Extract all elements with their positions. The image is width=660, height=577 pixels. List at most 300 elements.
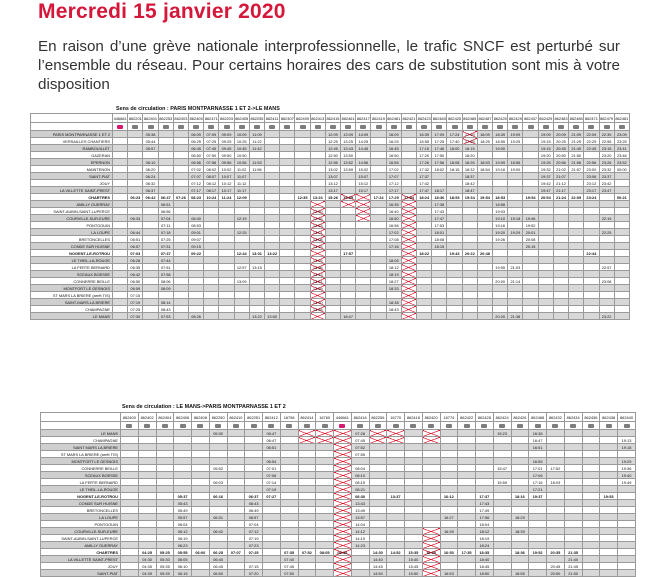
time-cell	[369, 472, 387, 479]
time-cell: 19:46	[523, 215, 538, 222]
time-cell	[371, 152, 386, 159]
train-icon	[393, 424, 399, 428]
time-cell	[227, 444, 245, 451]
time-cell: 21:45	[569, 145, 584, 152]
time-cell: 07:11	[158, 222, 173, 229]
time-cell	[295, 229, 310, 236]
time-cell	[280, 493, 298, 500]
time-cell: 14:23	[351, 542, 369, 549]
time-cell	[265, 180, 280, 187]
time-cell	[447, 187, 462, 194]
time-cell	[295, 145, 310, 152]
time-cell: 22:09	[569, 194, 584, 201]
time-cell: 18:47	[341, 313, 356, 320]
time-cell: 21:50	[569, 152, 584, 159]
time-cell: 20:54	[538, 194, 553, 201]
time-cell	[614, 264, 629, 271]
time-cell	[280, 521, 298, 528]
time-cell	[158, 131, 173, 138]
time-cell	[600, 465, 618, 472]
time-cell: 19:40	[618, 472, 636, 479]
time-cell	[458, 563, 476, 570]
train-icon	[162, 424, 168, 428]
time-cell	[458, 535, 476, 542]
time-cell: 06:51	[158, 201, 173, 208]
time-cell: 14:45	[369, 563, 387, 570]
time-cell	[121, 486, 139, 493]
time-cell	[447, 299, 462, 306]
train-number: 862403	[174, 115, 188, 121]
time-cell: 11:17	[234, 187, 249, 194]
time-cell	[156, 451, 174, 458]
time-cell: 21:24	[553, 194, 568, 201]
station-name: JOUY	[31, 180, 113, 187]
time-cell: 22:25	[599, 229, 614, 236]
time-cell	[511, 444, 529, 451]
time-cell: 23:22	[599, 313, 614, 320]
time-cell	[401, 257, 416, 264]
time-cell: 17:46	[432, 145, 447, 152]
time-cell	[553, 306, 568, 313]
train-number: 862417	[356, 115, 370, 121]
time-cell	[584, 271, 599, 278]
time-cell	[249, 201, 264, 208]
time-cell	[584, 215, 599, 222]
time-cell	[209, 535, 227, 542]
time-cell: 21:09	[569, 131, 584, 138]
time-cell	[143, 201, 158, 208]
time-cell: 07:28	[351, 430, 369, 437]
time-cell	[493, 542, 511, 549]
time-cell	[128, 201, 143, 208]
time-cell	[477, 208, 492, 215]
time-cell	[245, 479, 263, 486]
time-cell	[249, 222, 264, 229]
time-cell: 08:53	[189, 222, 204, 229]
time-cell	[234, 285, 249, 292]
icon-header	[31, 123, 113, 131]
time-cell: 20:35	[547, 549, 565, 556]
time-cell: 18:53	[447, 194, 462, 201]
time-cell	[553, 215, 568, 222]
time-cell	[508, 208, 523, 215]
time-cell: 07:01	[263, 465, 281, 472]
time-cell: 19:25	[508, 138, 523, 145]
time-cell	[316, 437, 334, 444]
time-cell	[523, 166, 538, 173]
time-cell: 12:09	[234, 194, 249, 201]
time-cell	[280, 299, 295, 306]
time-cell	[569, 285, 584, 292]
time-cell	[280, 271, 295, 278]
station-name: VERSAILLES CHANTIERS	[31, 138, 113, 145]
time-cell: 21:45	[564, 563, 582, 570]
time-cell	[432, 257, 447, 264]
time-cell	[477, 152, 492, 159]
time-cell: 06:28	[128, 257, 143, 264]
table-row	[41, 493, 636, 500]
time-cell: 09:45	[219, 145, 234, 152]
time-cell	[249, 278, 264, 285]
time-cell	[249, 208, 264, 215]
time-cell	[128, 187, 143, 194]
time-cell: 16:56	[386, 222, 401, 229]
train-type-cell	[325, 123, 340, 131]
time-cell: 13:17	[325, 187, 340, 194]
time-cell	[600, 549, 618, 556]
time-cell	[600, 514, 618, 521]
time-cell	[564, 430, 582, 437]
time-cell: 19:15	[538, 145, 553, 152]
time-cell	[547, 486, 565, 493]
time-cell	[356, 201, 371, 208]
train-icon	[410, 424, 416, 428]
time-cell	[614, 215, 629, 222]
time-cell	[219, 306, 234, 313]
time-cell	[582, 430, 600, 437]
time-cell: 17:15	[417, 145, 432, 152]
train-number: 862251	[245, 413, 263, 422]
time-cell	[582, 514, 600, 521]
time-cell	[156, 528, 174, 535]
time-cell	[113, 285, 128, 292]
train-number: 862250	[209, 413, 227, 422]
time-cell: 13:25	[341, 138, 356, 145]
time-cell: 06:05	[174, 556, 192, 563]
time-cell: 06:42	[209, 528, 227, 535]
time-cell	[477, 271, 492, 278]
time-cell	[128, 180, 143, 187]
table-row	[41, 535, 636, 542]
time-cell: 16:45	[386, 145, 401, 152]
time-cell: 07:07	[189, 173, 204, 180]
time-cell	[369, 514, 387, 521]
time-cell	[523, 299, 538, 306]
time-cell	[192, 528, 210, 535]
time-cell	[493, 292, 508, 299]
time-cell	[447, 285, 462, 292]
time-cell	[245, 472, 263, 479]
time-cell: 18:37	[462, 173, 477, 180]
time-cell	[584, 278, 599, 285]
time-cell	[173, 306, 188, 313]
time-cell	[263, 500, 281, 507]
time-cell	[138, 507, 156, 514]
time-cell	[121, 514, 139, 521]
time-cell	[538, 285, 553, 292]
time-cell	[508, 201, 523, 208]
station-name: CONDE SUR HUISNE	[41, 500, 121, 507]
time-cell	[422, 514, 440, 521]
time-cell	[295, 222, 310, 229]
time-cell	[280, 528, 298, 535]
time-cell	[334, 486, 352, 493]
time-cell	[204, 306, 219, 313]
time-cell	[138, 528, 156, 535]
time-cell: 17:16	[529, 479, 547, 486]
time-cell	[614, 257, 629, 264]
time-cell: 08:40	[189, 215, 204, 222]
time-cell	[298, 507, 316, 514]
time-cell	[371, 222, 386, 229]
time-cell	[351, 556, 369, 563]
time-cell: 23:25	[614, 138, 629, 145]
time-cell	[569, 229, 584, 236]
time-cell: 18:26	[462, 159, 477, 166]
time-cell	[462, 271, 477, 278]
time-cell: 18:36	[511, 549, 529, 556]
time-cell	[458, 514, 476, 521]
time-cell: 11:42	[249, 145, 264, 152]
table-row	[31, 131, 630, 138]
time-cell	[458, 437, 476, 444]
time-cell	[371, 215, 386, 222]
time-cell: 05:44	[143, 138, 158, 145]
time-cell	[143, 257, 158, 264]
time-cell: 18:40	[476, 556, 494, 563]
time-cell: 18:35	[476, 549, 494, 556]
train-icon	[604, 125, 610, 129]
time-cell	[371, 236, 386, 243]
time-cell	[249, 306, 264, 313]
time-cell	[422, 528, 440, 535]
time-cell: 16:35	[386, 201, 401, 208]
train-number: 862429	[508, 115, 522, 121]
time-cell	[128, 173, 143, 180]
time-cell	[249, 257, 264, 264]
time-cell	[128, 152, 143, 159]
time-cell: 00:00	[614, 166, 629, 173]
time-cell	[280, 285, 295, 292]
train-type-cell	[173, 123, 188, 131]
time-cell	[249, 271, 264, 278]
time-cell	[564, 493, 582, 500]
time-cell	[173, 264, 188, 271]
time-cell	[325, 243, 340, 250]
train-type-cell	[614, 123, 629, 131]
time-cell	[265, 152, 280, 159]
time-cell	[192, 542, 210, 549]
time-cell: 06:03	[209, 479, 227, 486]
time-cell	[227, 479, 245, 486]
time-cell	[387, 507, 405, 514]
time-cell	[386, 313, 401, 320]
train-type-cell	[341, 123, 356, 131]
time-cell: 06:20	[143, 166, 158, 173]
time-cell	[234, 208, 249, 215]
train-number: 862420	[422, 413, 440, 422]
time-cell: 04:30	[138, 556, 156, 563]
time-cell	[476, 430, 494, 437]
time-cell	[387, 437, 405, 444]
time-cell	[173, 180, 188, 187]
time-cell	[265, 278, 280, 285]
time-cell	[192, 521, 210, 528]
table-row	[31, 159, 630, 166]
time-cell	[458, 451, 476, 458]
time-cell	[316, 451, 334, 458]
time-cell	[401, 208, 416, 215]
train-icon	[178, 125, 184, 129]
time-cell: 09:50	[219, 152, 234, 159]
time-cell	[511, 458, 529, 465]
time-cell: 14:12	[351, 528, 369, 535]
time-cell	[295, 159, 310, 166]
time-cell	[462, 201, 477, 208]
time-cell: 06:47	[263, 430, 281, 437]
time-cell	[582, 486, 600, 493]
time-cell: 06:56	[158, 208, 173, 215]
time-cell	[325, 257, 340, 264]
time-cell	[219, 264, 234, 271]
time-cell: 15:17	[356, 187, 371, 194]
station-name: CHAMPAGNE	[41, 437, 121, 444]
time-cell: 07:45	[204, 145, 219, 152]
time-cell	[493, 285, 508, 292]
time-cell: 19:09	[508, 131, 523, 138]
time-cell	[341, 201, 356, 208]
time-cell	[462, 292, 477, 299]
time-cell: 19:00	[493, 145, 508, 152]
time-cell: 16:56	[386, 159, 401, 166]
time-cell	[113, 152, 128, 159]
time-cell	[462, 208, 477, 215]
time-cell: 23:09	[614, 131, 629, 138]
time-cell	[462, 222, 477, 229]
time-cell: 17:50	[432, 152, 447, 159]
time-cell	[582, 437, 600, 444]
time-cell	[569, 187, 584, 194]
time-cell	[341, 299, 356, 306]
time-cell: 17:08	[386, 236, 401, 243]
time-cell	[316, 465, 334, 472]
time-cell: 23:46	[614, 152, 629, 159]
time-cell: 06:51	[263, 444, 281, 451]
time-cell	[614, 313, 629, 320]
time-cell: 07:51	[158, 264, 173, 271]
time-cell	[417, 201, 432, 208]
time-cell: 20:56	[553, 159, 568, 166]
time-cell	[538, 222, 553, 229]
train-type-cell	[458, 422, 476, 430]
time-cell: 05:25	[156, 549, 174, 556]
time-cell	[538, 201, 553, 208]
time-cell: 12:50	[325, 152, 340, 159]
time-cell	[538, 236, 553, 243]
time-cell	[401, 152, 416, 159]
time-cell	[173, 299, 188, 306]
time-cell: 14:52	[387, 549, 405, 556]
time-cell	[458, 493, 476, 500]
time-cell	[618, 570, 636, 577]
time-cell	[387, 472, 405, 479]
time-cell	[325, 264, 340, 271]
time-cell	[113, 264, 128, 271]
time-cell: 19:18	[508, 215, 523, 222]
time-cell	[493, 180, 508, 187]
time-cell	[582, 556, 600, 563]
time-cell	[138, 444, 156, 451]
time-cell: 12:45	[325, 145, 340, 152]
time-cell	[508, 257, 523, 264]
time-cell	[371, 250, 386, 257]
table-row	[31, 250, 630, 257]
time-cell	[538, 313, 553, 320]
time-cell: 21:12	[553, 180, 568, 187]
time-cell: 13:15	[249, 264, 264, 271]
time-cell	[476, 451, 494, 458]
time-cell: 19:13	[618, 437, 636, 444]
time-cell	[614, 271, 629, 278]
train-icon	[357, 424, 363, 428]
time-cell	[280, 215, 295, 222]
time-cell	[113, 299, 128, 306]
time-cell	[341, 222, 356, 229]
time-cell	[369, 521, 387, 528]
time-cell	[618, 493, 636, 500]
time-cell	[209, 437, 227, 444]
time-cell	[582, 465, 600, 472]
station-name: MAINTENON	[31, 166, 113, 173]
time-cell	[422, 458, 440, 465]
time-cell	[523, 138, 538, 145]
time-cell	[432, 306, 447, 313]
train-icon	[193, 125, 199, 129]
time-cell	[422, 444, 440, 451]
time-cell: 06:50	[209, 570, 227, 577]
time-cell: 19:54	[477, 194, 492, 201]
time-cell	[113, 278, 128, 285]
time-cell	[564, 479, 582, 486]
train-type-cell	[493, 123, 508, 131]
train-icon	[315, 125, 321, 129]
time-cell	[371, 180, 386, 187]
time-cell	[280, 500, 298, 507]
time-cell	[113, 243, 128, 250]
time-cell	[401, 138, 416, 145]
time-cell	[432, 299, 447, 306]
time-cell	[523, 257, 538, 264]
time-cell	[192, 514, 210, 521]
time-cell	[189, 264, 204, 271]
time-cell	[192, 570, 210, 577]
time-cell	[477, 229, 492, 236]
time-cell	[405, 507, 423, 514]
time-cell: 21:03	[508, 264, 523, 271]
train-type-cell	[401, 123, 416, 131]
time-cell	[440, 458, 458, 465]
time-cell	[158, 145, 173, 152]
time-cell	[334, 514, 352, 521]
time-cell	[138, 458, 156, 465]
time-cell	[174, 444, 192, 451]
time-cell	[189, 306, 204, 313]
bus-icon	[339, 424, 345, 428]
time-cell: 18:24	[417, 194, 432, 201]
time-cell	[477, 215, 492, 222]
time-cell: 07:12	[245, 528, 263, 535]
time-cell: 07:07	[227, 549, 245, 556]
time-cell	[600, 458, 618, 465]
time-cell: 21:35	[564, 549, 582, 556]
time-cell	[600, 472, 618, 479]
time-cell	[618, 500, 636, 507]
time-cell	[523, 131, 538, 138]
time-cell	[341, 285, 356, 292]
table-row	[31, 299, 630, 306]
train-number: 862407	[280, 115, 294, 121]
time-cell	[600, 570, 618, 577]
